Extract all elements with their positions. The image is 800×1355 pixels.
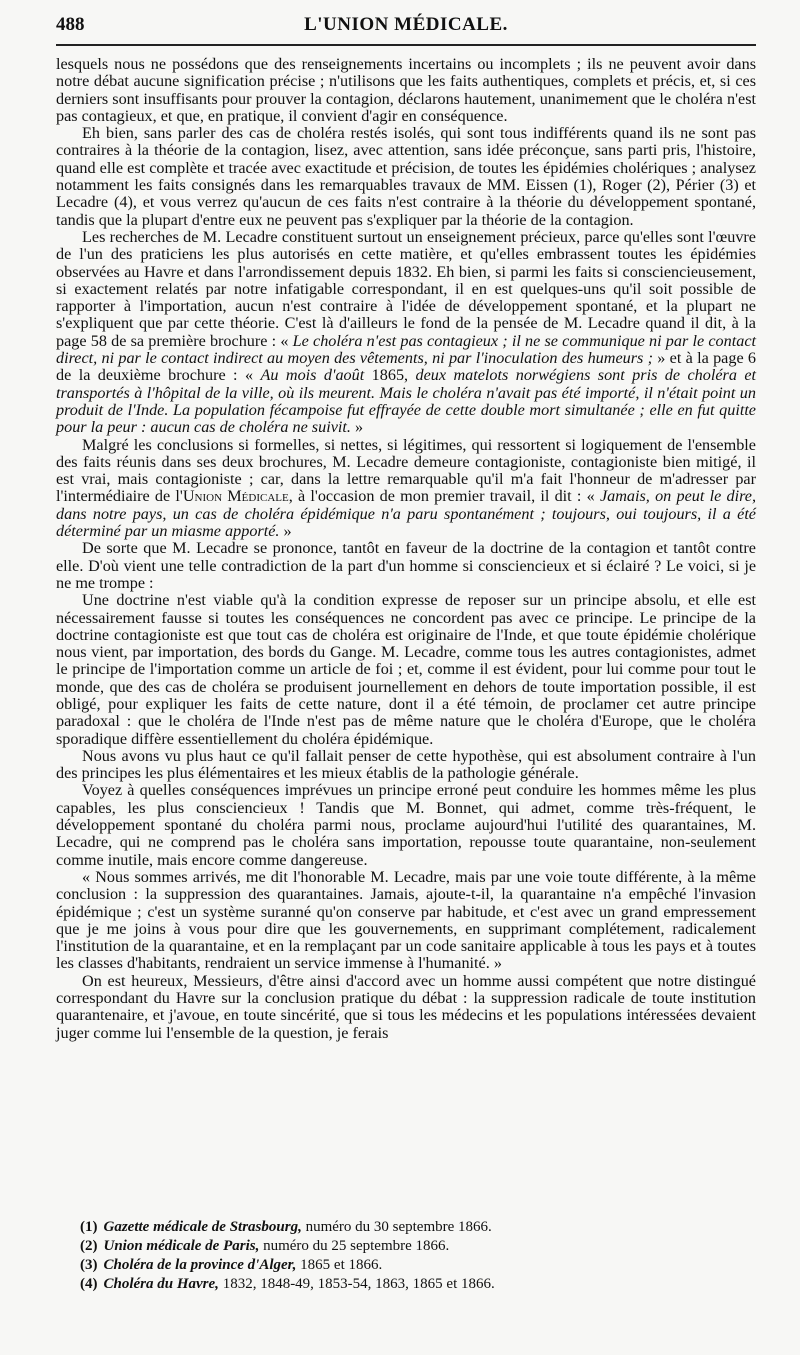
footnote-source: Gazette médicale de Strasbourg, [103, 1219, 302, 1235]
footnote-number: (1) [80, 1219, 98, 1235]
footnote-4 [80, 1275, 756, 1294]
footnote-source: Choléra de la province d'Alger, [103, 1257, 297, 1273]
paragraph-4 [56, 437, 756, 541]
footnote-1 [80, 1218, 756, 1237]
footnote-3 [80, 1256, 756, 1275]
page-number: 488 [56, 14, 85, 35]
footnotes [80, 1218, 756, 1294]
footnote-detail: numéro du 30 septembre 1866. [305, 1219, 492, 1235]
quote-lecadre-brochure-2a: Au mois d'août [260, 366, 365, 385]
footnote-detail: 1832, 1848-49, 1853-54, 1863, 1865 et 1866. [222, 1276, 495, 1292]
paragraph-7: Nous avons vu plus haut ce qu'il fallait penser de cette hypothèse, qui est absolument contraire à l'un des principes les plus élémentaires et les mieux établis de la pathologie générale. [56, 746, 756, 783]
footnote-detail: 1865 et 1866. [300, 1257, 383, 1273]
quote-lecadre-letter: Jamais, on peut le dire, dans notre pays, un cas de choléra épidémique n'a paru spontanément ; toujours, oui toujours, il a été déterminé par un miasme apporté. [56, 487, 757, 541]
paragraph-1: lesquels nous ne possédons que des renseignements incertains ou incomplets ; ils ne peuvent avoir dans notre débat aucune signification précise ; n'utilisons que les faits authentiques, complets et précis, et, si ces derniers sont insuffisants pour prouver la contagion, déclarons hautement, unanimement que le choléra n'est pas contagieux, et que, en pratique, il convient d'agir en conséquence. [56, 55, 756, 125]
header-rule [56, 44, 756, 46]
paragraph-4-text-c: » [283, 522, 292, 541]
paragraph-4-text-b: , à l'occasion de mon premier travail, il dit : « [288, 487, 595, 506]
footnote-2 [80, 1237, 756, 1256]
body-text [56, 56, 756, 1042]
paragraph-3-text-c: » [354, 418, 364, 437]
quote-lecadre-brochure-2b: deux matelots norwégiens sont pris de choléra et transportés à l'hôpital de la ville, où ils meurent. Mais le choléra n'avait pas été importé, il n'était point un produit de l'Inde. La population fécampoise fut effrayée de cette double mort simultanée ; elle en fut quitte pour la peur : aucun cas de choléra ne suivit. [56, 366, 757, 437]
paragraph-10: On est heureux, Messieurs, d'être ainsi d'accord avec un homme aussi compétent que notre distingué correspondant du Havre sur la conclusion pratique du débat : la suppression radicale de toute institution quarantenaire, et j'avoue, en toute sincérité, que si tous les médecins et les populations intéressées devaient juger comme lui l'ensemble de la question, je ferais [56, 971, 756, 1042]
paragraph-3-text-a: Les recherches de M. Lecadre constituent surtout un enseignement précieux, parce qu'elles sont l'œuvre de l'un des praticiens les plus autorisés en cette matière, et qu'elles embrassent toutes les épidémies observées au Havre et dans l'arrondissement depuis 1832. Eh bien, si parmi les faits si consciencieusement, si exactement relatés par notre infatigable correspondant, il en est quelques-uns qu'il soit possible de rapporter à l'importation, aucun n'est contraire à l'idée de développement spontané, et la plupart ne s'expliquent que par cette théorie. C'est là d'ailleurs le fond de la pensée de M. Lecadre quand il dit, à la page 58 de sa première brochure : « [56, 227, 756, 350]
paragraph-4-text-a: Malgré les conclusions si formelles, si nettes, si légitimes, qui ressortent si logiquement de l'ensemble des faits réunis dans ses deux brochures, M. Lecadre demeure contagioniste, contagioniste bien mitigé, il est vrai, mais contagioniste ; car, dans la lettre remarquable qu'il m'a fait l'honneur de m'adresser par l'intermédiaire de l' [56, 435, 756, 506]
paragraph-2: Eh bien, sans parler des cas de choléra restés isolés, qui sont tous indifférents quand ils ne sont pas contraires à la théorie de la contagion, lisez, avec attention, sans idée préconçue, sans parti pris, l'histoire, quand elle est complète et tracée avec exactitude et précision, de toutes les épidémies cholériques ; analysez notamment les faits consignés dans les remarquables travaux de MM. Eissen (1), Roger (2), Périer (3) et Lecadre (4), et vous verrez qu'aucun de ces faits n'est contraire à la théorie du développement spontané, tandis que la plupart d'entre eux ne peuvent pas s'expliquer par la théorie de la contagion. [56, 124, 756, 229]
quote-lecadre-brochure-1: Le choléra n'est pas contagieux ; il ne se communique ni par le contact direct, ni par le contact indirect au moyen des vêtements, ni par l'inoculation des humeurs ; [56, 331, 756, 368]
page-header [56, 10, 756, 40]
paragraph-8: Voyez à quelles conséquences imprévues un principe erroné peut conduire les hommes même les plus capables, les plus consciencieux ! Tandis que M. Bonnet, qui admet, comme très-fréquent, le développement spontané du choléra parmi nous, proclame aujourd'hui l'utilité des quarantaines, M. Lecadre, qui ne comprend pas le choléra sans importation, repousse toute quarantaine, non-seulement comme inutile, mais encore comme dangereuse. [56, 781, 756, 869]
footnote-number: (2) [80, 1238, 98, 1254]
paragraph-3 [56, 229, 756, 437]
footnote-source: Choléra du Havre, [103, 1276, 219, 1292]
paragraph-9: « Nous sommes arrivés, me dit l'honorable M. Lecadre, mais par une voie toute différente, à la même conclusion : la suppression des quarantaines. Jamais, ajoute-t-il, la quarantaine n'a empêché l'invasion épidémique ; c'est un système suranné qu'on conserve par habitude, et c'est avec un grand empressement que je me joins à vous pour dire que les gouvernements, en supprimant complétement, radicalement l'institution de la quarantaine, et en la remplaçant par un code sanitaire applicable à tous les pays et à toutes les classes d'habitants, rendraient un service immense à l'humanité. » [56, 867, 756, 973]
paragraph-5: De sorte que M. Lecadre se prononce, tantôt en faveur de la doctrine de la contagion et tantôt contre elle. D'où vient une telle contradiction de la part d'un homme si consciencieux et si éclairé ? Le voici, si je ne me trompe : [56, 539, 756, 592]
footnote-number: (3) [80, 1257, 98, 1273]
footnote-source: Union médicale de Paris, [103, 1238, 260, 1254]
paragraph-6: Une doctrine n'est viable qu'à la condition expresse de reposer sur un principe absolu, et elle est nécessairement fausse si toutes les conséquences ne concordent pas avec ce principe. Le principe de la doctrine contagioniste est que tout cas de choléra est originaire de l'Inde, et que toute épidémie cholérique nous vient, par importation, des bords du Gange. M. Lecadre, comme tous les autres contagionistes, admet le principe de l'importation comme un article de foi ; et, comme il est évident, pour lui comme pour tout le monde, que des cas de choléra se produisent journellement en dehors de toute importation possible, il est obligé, pour expliquer les faits de cette nature, dont il a été témoin, de proclamer cet autre principe paradoxal : que le choléra de l'Inde n'est pas de même nature que le choléra d'Europe, que le choléra sporadique diffère essentiellement du choléra épidémique. [56, 591, 756, 748]
footnote-detail: numéro du 25 septembre 1866. [263, 1238, 450, 1254]
paragraph-3-text-b: » et à la page 6 de la deuxième brochure : « [56, 349, 757, 385]
running-title: L'UNION MÉDICALE. [304, 14, 508, 35]
quote-year: 1865, [371, 366, 409, 385]
journal-name: Union Médicale [182, 487, 289, 506]
footnote-number: (4) [80, 1276, 98, 1292]
